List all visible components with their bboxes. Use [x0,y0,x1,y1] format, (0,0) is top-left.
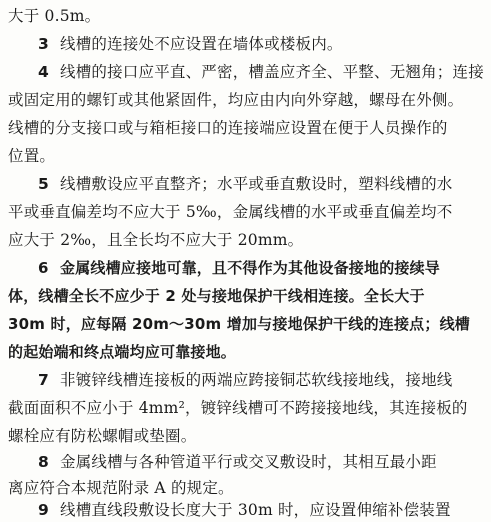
clause-9: 9 线槽直线段敷设长度大于 30m 时，应设置伸缩补偿装置 [38,496,484,524]
text-line: 位置。 [8,147,56,165]
clause-3: 3 线槽的连接处不应设置在墙体或楼板内。 [38,30,484,58]
clause-6: 6 金属线槽应接地可靠，且不得作为其他设备接地的接续导 [38,254,484,282]
text-line: 截面面积不应小于 4mm²，镀锌线槽可不跨接接地线，其连接板的 [8,399,468,417]
clause-number: 7 [38,371,49,389]
text-line: 平或垂直偏差均不应大于 5‰，金属线槽的水平或垂直偏差均不 [8,203,453,221]
clause-number: 3 [38,35,49,53]
clause-7: 7 非镀锌线槽连接板的两端应跨接铜芯软线接地线，接地线 [38,366,484,394]
text-line: 体，线槽全长不应少于 2 处与接地保护干线相连接。全长大于 [8,287,425,305]
clause-number: 8 [38,453,49,471]
text-line: 螺栓应有防松螺帽或垫圈。 [8,427,197,445]
clause-number: 4 [38,63,49,81]
clause-number: 6 [38,259,49,277]
text-line: 30m 时，应每隔 20m～30m 增加与接地保护干线的连接点；线槽 [8,315,470,333]
text-line: 大于 0.5m。 [8,7,101,25]
clause-5: 5 线槽敷设应平直整齐；水平或垂直敷设时，塑料线槽的水 [38,170,484,198]
text-line: 的起始端和终点端均应可靠接地。 [8,343,237,361]
clause-8: 8 金属线槽与各种管道平行或交叉敷设时，其相互最小距 [38,448,484,476]
clause-number: 9 [38,501,49,519]
text-line: 离应符合本规范附录 A 的规定。 [8,479,234,497]
text-line: 应大于 2‰，且全长均不应大于 20mm。 [8,231,304,249]
clause-4: 4 线槽的接口应平直、严密，槽盖应齐全、平整、无翘角；连接 [38,58,484,86]
text-line: 或固定用的螺钉或其他紧固件，均应由内向外穿越，螺母在外侧。 [8,91,464,109]
text-line: 线槽的分支接口或与箱柜接口的连接端应设置在便于人员操作的 [8,119,448,137]
clause-number: 5 [38,175,49,193]
